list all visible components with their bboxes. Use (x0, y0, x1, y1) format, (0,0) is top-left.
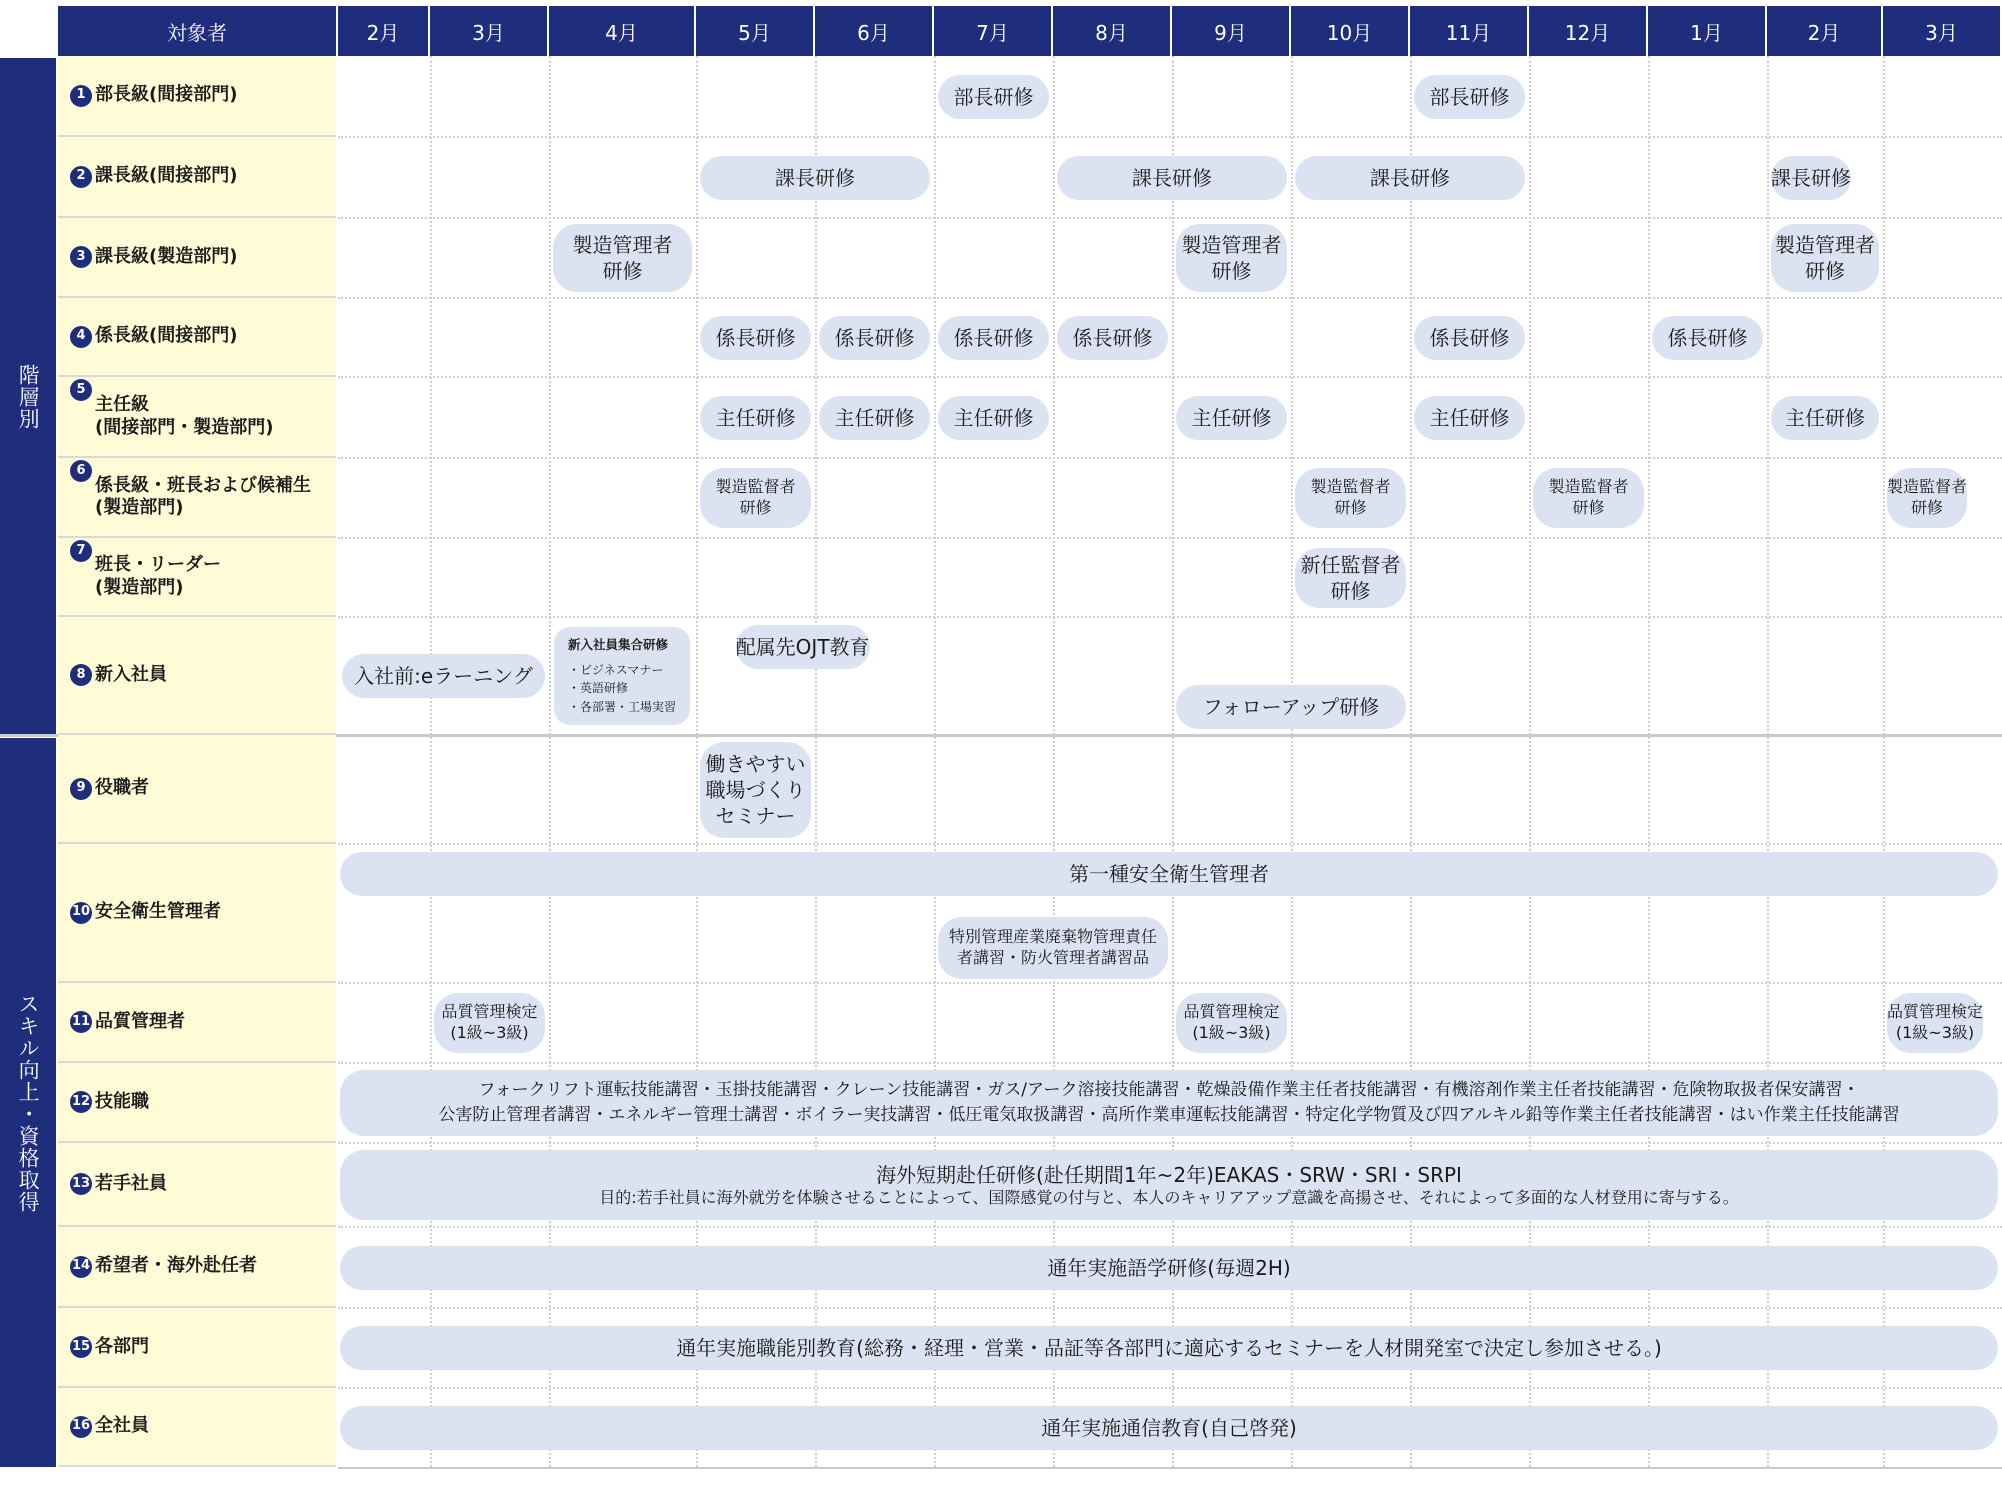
month-header: 3月 (430, 6, 549, 56)
training-pill[interactable]: 働きやすい 職場づくり セミナー (700, 742, 811, 838)
chart-bottom-border (338, 1467, 2002, 1469)
row-label (58, 1308, 336, 1388)
training-pill[interactable]: 配属先OJT教育 (736, 625, 870, 669)
training-pill[interactable]: 第一種安全衛生管理者 (340, 852, 1998, 896)
row-number-badge: 11 (70, 1011, 92, 1033)
training-pill[interactable]: 通年実施職能別教育(総務・経理・営業・品証等各部門に適応するセミナーを人材開発室で決定し参加させる。) (340, 1326, 1998, 1370)
training-pill[interactable]: 課長研修 (1295, 156, 1525, 200)
training-pill[interactable]: 部長研修 (938, 75, 1049, 119)
training-pill[interactable]: 係長研修 (700, 316, 811, 360)
row-number-badge: 3 (70, 246, 92, 268)
row-label-text: 品質管理者 (95, 1010, 185, 1032)
month-header: 11月 (1410, 6, 1529, 56)
training-pill[interactable]: フォローアップ研修 (1176, 685, 1406, 729)
category-band (0, 738, 56, 1467)
row-label-text: 安全衛生管理者 (95, 901, 221, 923)
training-pill[interactable]: 製造管理者 研修 (553, 224, 692, 292)
row-label-text: 課長級(間接部門) (95, 165, 238, 187)
row-label (58, 137, 336, 218)
training-pill[interactable]: 係長研修 (938, 316, 1049, 360)
training-pill[interactable]: 課長研修 (700, 156, 930, 200)
row-label-text: 新入社員 (95, 663, 167, 685)
row-number-badge: 10 (70, 902, 92, 924)
row-number-badge: 2 (70, 166, 92, 188)
grid-hline (338, 376, 2002, 378)
newhire-training-title: 新入社員集合研修 (568, 637, 669, 653)
month-header: 8月 (1053, 6, 1172, 56)
month-header: 3月 (1883, 6, 2002, 56)
category-label: 階層別 (16, 363, 41, 430)
row-label (58, 1227, 336, 1308)
grid-hline (338, 1226, 2002, 1228)
row-label-text: 主任級 (間接部門・製造部門) (95, 394, 274, 438)
row-label (58, 538, 336, 617)
training-pill[interactable]: 係長研修 (1057, 316, 1168, 360)
row-label (58, 844, 336, 983)
newhire-training-item: ・英語研修 (568, 681, 629, 696)
row-label-text: 係長級・班長および候補生 (製造部門) (95, 474, 311, 518)
row-label-text: 係長級(間接部門) (95, 325, 238, 347)
training-pill[interactable]: 主任研修 (700, 396, 811, 440)
row-label (58, 377, 336, 458)
category-label: スキル向上・資格取得 (16, 992, 41, 1213)
row-label-text: 部長級(間接部門) (95, 84, 238, 106)
training-pill[interactable]: 係長研修 (1652, 316, 1763, 360)
row-label (58, 1388, 336, 1467)
month-header: 2月 (1767, 6, 1883, 56)
row-label-text: 役職者 (95, 777, 149, 799)
row-label-text: 技能職 (95, 1090, 149, 1112)
row-label (58, 298, 336, 377)
training-pill[interactable]: 特別管理産業廃棄物管理責任 者講習・防火管理者講習品 (938, 917, 1168, 979)
training-pill[interactable]: 製造監督者 研修 (1295, 468, 1406, 528)
row-number-badge: 13 (70, 1173, 92, 1195)
training-pill[interactable]: 製造監督者 研修 (1887, 468, 1967, 528)
row-label-text: 各部門 (95, 1335, 149, 1357)
row-number-badge: 16 (70, 1416, 92, 1438)
month-header: 4月 (549, 6, 696, 56)
row-number-badge: 4 (70, 326, 92, 348)
grid-hline (338, 843, 2002, 845)
row-number-badge: 14 (70, 1256, 92, 1278)
training-pill[interactable]: 主任研修 (1771, 396, 1879, 440)
month-header: 9月 (1172, 6, 1291, 56)
row-label-text: 全社員 (95, 1415, 149, 1437)
grid-hline (338, 297, 2002, 299)
month-header: 1月 (1648, 6, 1767, 56)
training-pill[interactable]: 主任研修 (1176, 396, 1287, 440)
grid-hline (338, 1387, 2002, 1389)
grid-hline (338, 982, 2002, 984)
row-number-badge: 12 (70, 1091, 92, 1113)
training-pill[interactable]: 通年実施語学研修(毎週2H) (340, 1246, 1998, 1290)
training-pill[interactable]: 係長研修 (1414, 316, 1525, 360)
month-header: 6月 (815, 6, 934, 56)
row-number-badge: 1 (70, 85, 92, 107)
training-pill[interactable]: 新任監督者 研修 (1295, 548, 1406, 608)
training-pill[interactable]: 製造監督者 研修 (700, 468, 811, 528)
training-pill[interactable]: 主任研修 (819, 396, 930, 440)
row-label (58, 735, 336, 844)
row-number-badge: 9 (70, 778, 92, 800)
training-pill[interactable]: 品質管理検定 (1級~3級) (1176, 993, 1287, 1053)
row-number-badge: 15 (70, 1336, 92, 1358)
grid-hline (338, 1142, 2002, 1144)
training-pill[interactable]: 製造監督者 研修 (1533, 468, 1644, 528)
training-pill[interactable]: 主任研修 (1414, 396, 1525, 440)
row-label (58, 1063, 336, 1143)
training-pill[interactable]: 製造管理者 研修 (1176, 224, 1287, 292)
training-pill[interactable]: 通年実施通信教育(自己啓発) (340, 1406, 1998, 1450)
row-label (58, 1143, 336, 1227)
row-number-badge: 8 (70, 664, 92, 686)
training-pill[interactable]: 入社前:eラーニング (342, 654, 545, 698)
training-pill[interactable]: 品質管理検定 (1級~3級) (434, 993, 545, 1053)
grid-hline (338, 217, 2002, 219)
row-label (58, 218, 336, 298)
pill-subtitle: 目的:若手社員に海外就労を体験させることによって、国際感覚の付与と、本人のキャリアアップ意識を高揚させ、それによって多面的な人材登用に寄与する。 (599, 1187, 1739, 1207)
row-number-badge: 5 (70, 379, 92, 401)
row-label-text: 若手社員 (95, 1172, 167, 1194)
grid-hline (338, 136, 2002, 138)
pill-title: 海外短期赴任研修(赴任期間1年~2年)EAKAS・SRW・SRI・SRPI (876, 1162, 1462, 1187)
row-label-text: 班長・リーダー (製造部門) (95, 554, 221, 598)
grid-hline (338, 1062, 2002, 1064)
month-header: 12月 (1529, 6, 1648, 56)
month-header: 2月 (338, 6, 430, 56)
month-header: 5月 (696, 6, 815, 56)
month-header: 10月 (1291, 6, 1410, 56)
category-band (0, 58, 56, 735)
training-pill[interactable]: 部長研修 (1414, 75, 1525, 119)
training-pill[interactable]: フォークリフト運転技能講習・玉掛技能講習・クレーン技能講習・ガス/アーク溶接技能講習・乾燥設備作業主任者技能講習・有機溶剤作業主任者技能講習・危険物取扱者保安講習・ 公害防止管理者講習・エネルギー管理士講習・ボイラー実技講習・低圧電気取扱講習・高所作業車運転技能講習・特定化学物質及び四アルキル鉛等作業主任者技能講習・はい作業主任技能講習 (340, 1070, 1998, 1136)
training-pill[interactable] (340, 1150, 1998, 1220)
newhire-training-item: ・各部署・工場実習 (568, 699, 677, 714)
row-label (58, 983, 336, 1063)
training-pill[interactable]: 製造管理者 研修 (1771, 224, 1879, 292)
row-number-badge: 6 (70, 460, 92, 482)
row-label-text: 課長級(製造部門) (95, 245, 238, 267)
row-number-badge: 7 (70, 540, 92, 562)
newhire-training-item: ・ビジネスマナー (568, 662, 664, 677)
training-pill[interactable]: 品質管理検定 (1級~3級) (1887, 993, 1983, 1053)
training-pill[interactable]: 課長研修 (1771, 156, 1851, 200)
row-label (58, 56, 336, 137)
newhire-training-pill[interactable] (554, 627, 690, 725)
row-label-text: 希望者・海外赴任者 (95, 1255, 257, 1277)
training-pill[interactable]: 課長研修 (1057, 156, 1287, 200)
row-label (58, 617, 336, 735)
training-pill[interactable]: 主任研修 (938, 396, 1049, 440)
row-label (58, 458, 336, 538)
grid-hline (338, 1307, 2002, 1309)
grid-hline (338, 537, 2002, 539)
header-target-label: 対象者 (58, 6, 338, 56)
month-header: 7月 (934, 6, 1053, 56)
grid-hline (338, 457, 2002, 459)
training-pill[interactable]: 係長研修 (819, 316, 930, 360)
grid-hline (338, 616, 2002, 618)
